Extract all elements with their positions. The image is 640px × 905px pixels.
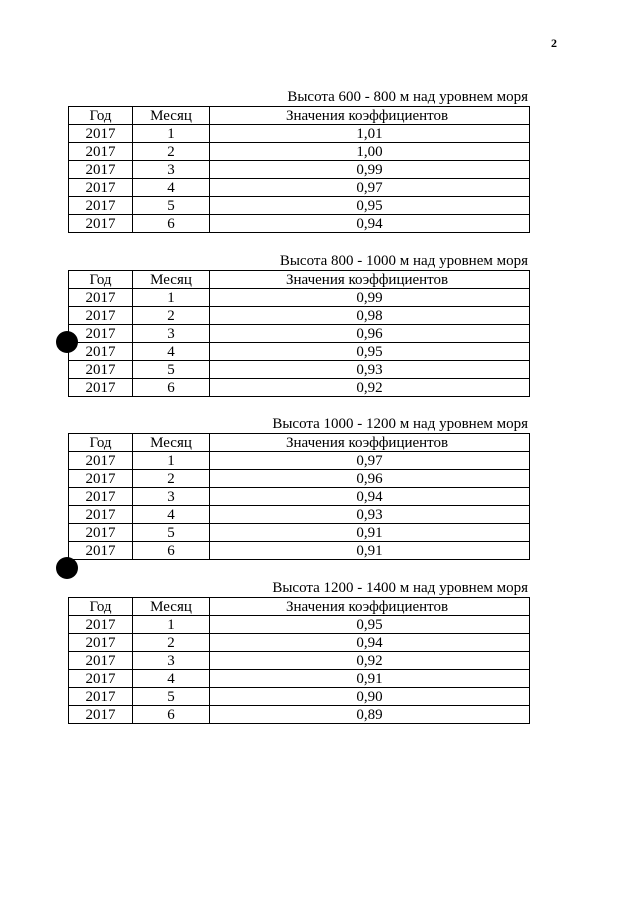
cell-year: 2017: [69, 524, 133, 542]
section-title: Высота 1000 - 1200 м над уровнем моря: [272, 416, 528, 432]
cell-year: 2017: [69, 488, 133, 506]
cell-month: 4: [133, 506, 210, 524]
table-row: [69, 470, 530, 488]
table-row: [69, 361, 530, 379]
cell-year: 2017: [69, 379, 133, 397]
column-header-year: Год: [69, 598, 133, 616]
cell-month: 1: [133, 616, 210, 634]
cell-value: 1,01: [210, 125, 530, 143]
cell-year: 2017: [69, 361, 133, 379]
cell-value: 0,94: [210, 215, 530, 233]
cell-year: 2017: [69, 125, 133, 143]
cell-value: 0,97: [210, 452, 530, 470]
table-row: [69, 634, 530, 652]
punch-hole: [56, 331, 78, 353]
table-header-row: [69, 598, 530, 616]
cell-month: 3: [133, 652, 210, 670]
cell-value: 0,99: [210, 289, 530, 307]
coefficients-table: [68, 270, 530, 397]
table-row: [69, 524, 530, 542]
punch-hole: [56, 557, 78, 579]
column-header-month: Месяц: [133, 434, 210, 452]
table-row: [69, 343, 530, 361]
cell-value: 0,92: [210, 652, 530, 670]
section-title: Высота 1200 - 1400 м над уровнем моря: [272, 580, 528, 596]
cell-month: 1: [133, 289, 210, 307]
cell-year: 2017: [69, 325, 133, 343]
cell-value: 0,97: [210, 179, 530, 197]
cell-month: 3: [133, 488, 210, 506]
column-header-year: Год: [69, 271, 133, 289]
cell-value: 0,96: [210, 325, 530, 343]
cell-year: 2017: [69, 343, 133, 361]
cell-value: 0,95: [210, 197, 530, 215]
table-row: [69, 616, 530, 634]
table-row: [69, 289, 530, 307]
column-header-month: Месяц: [133, 107, 210, 125]
cell-month: 1: [133, 125, 210, 143]
table-row: [69, 197, 530, 215]
cell-year: 2017: [69, 634, 133, 652]
cell-month: 5: [133, 197, 210, 215]
cell-value: 0,94: [210, 634, 530, 652]
cell-month: 3: [133, 161, 210, 179]
cell-month: 4: [133, 343, 210, 361]
cell-month: 4: [133, 179, 210, 197]
cell-value: 0,99: [210, 161, 530, 179]
cell-month: 2: [133, 143, 210, 161]
cell-month: 6: [133, 542, 210, 560]
cell-year: 2017: [69, 470, 133, 488]
section-title: Высота 800 - 1000 м над уровнем моря: [279, 253, 528, 269]
table-row: [69, 161, 530, 179]
table-row: [69, 125, 530, 143]
column-header-month: Месяц: [133, 598, 210, 616]
cell-value: 0,91: [210, 524, 530, 542]
table-row: [69, 652, 530, 670]
column-header-year: Год: [69, 107, 133, 125]
column-header-value: Значения коэффициентов: [210, 434, 530, 452]
coefficients-table: [68, 106, 530, 233]
page-number: 2: [551, 36, 557, 50]
coefficients-table: [68, 433, 530, 560]
cell-year: 2017: [69, 706, 133, 724]
cell-value: 0,89: [210, 706, 530, 724]
cell-value: 0,90: [210, 688, 530, 706]
table-row: [69, 179, 530, 197]
cell-year: 2017: [69, 307, 133, 325]
table-row: [69, 307, 530, 325]
cell-month: 6: [133, 215, 210, 233]
cell-month: 2: [133, 307, 210, 325]
cell-value: 0,93: [210, 506, 530, 524]
cell-year: 2017: [69, 215, 133, 233]
cell-month: 2: [133, 634, 210, 652]
cell-month: 4: [133, 670, 210, 688]
cell-year: 2017: [69, 452, 133, 470]
section-title: Высота 600 - 800 м над уровнем моря: [287, 89, 528, 105]
cell-value: 1,00: [210, 143, 530, 161]
table-row: [69, 143, 530, 161]
altitude-section-1200-1400: [68, 580, 529, 724]
cell-value: 0,95: [210, 616, 530, 634]
table-row: [69, 688, 530, 706]
cell-value: 0,94: [210, 488, 530, 506]
column-header-year: Год: [69, 434, 133, 452]
table-row: [69, 325, 530, 343]
cell-month: 5: [133, 361, 210, 379]
cell-value: 0,98: [210, 307, 530, 325]
table-row: [69, 488, 530, 506]
cell-year: 2017: [69, 688, 133, 706]
table-row: [69, 506, 530, 524]
table-row: [69, 542, 530, 560]
table-header-row: [69, 434, 530, 452]
cell-month: 2: [133, 470, 210, 488]
table-row: [69, 706, 530, 724]
table-header-row: [69, 107, 530, 125]
cell-value: 0,96: [210, 470, 530, 488]
cell-year: 2017: [69, 197, 133, 215]
cell-month: 5: [133, 688, 210, 706]
cell-year: 2017: [69, 616, 133, 634]
column-header-value: Значения коэффициентов: [210, 271, 530, 289]
cell-year: 2017: [69, 179, 133, 197]
column-header-month: Месяц: [133, 271, 210, 289]
cell-year: 2017: [69, 670, 133, 688]
cell-value: 0,91: [210, 542, 530, 560]
cell-month: 5: [133, 524, 210, 542]
altitude-section-1000-1200: [68, 416, 529, 560]
cell-value: 0,95: [210, 343, 530, 361]
cell-value: 0,92: [210, 379, 530, 397]
table-header-row: [69, 271, 530, 289]
cell-month: 6: [133, 379, 210, 397]
column-header-value: Значения коэффициентов: [210, 598, 530, 616]
table-row: [69, 670, 530, 688]
cell-year: 2017: [69, 542, 133, 560]
cell-year: 2017: [69, 506, 133, 524]
cell-year: 2017: [69, 289, 133, 307]
altitude-section-600-800: [68, 89, 529, 233]
table-row: [69, 215, 530, 233]
cell-month: 1: [133, 452, 210, 470]
column-header-value: Значения коэффициентов: [210, 107, 530, 125]
cell-month: 6: [133, 706, 210, 724]
cell-year: 2017: [69, 652, 133, 670]
cell-year: 2017: [69, 143, 133, 161]
cell-value: 0,93: [210, 361, 530, 379]
table-row: [69, 452, 530, 470]
cell-month: 3: [133, 325, 210, 343]
altitude-section-800-1000: [68, 253, 529, 397]
table-row: [69, 379, 530, 397]
coefficients-table: [68, 597, 530, 724]
cell-year: 2017: [69, 161, 133, 179]
cell-value: 0,91: [210, 670, 530, 688]
